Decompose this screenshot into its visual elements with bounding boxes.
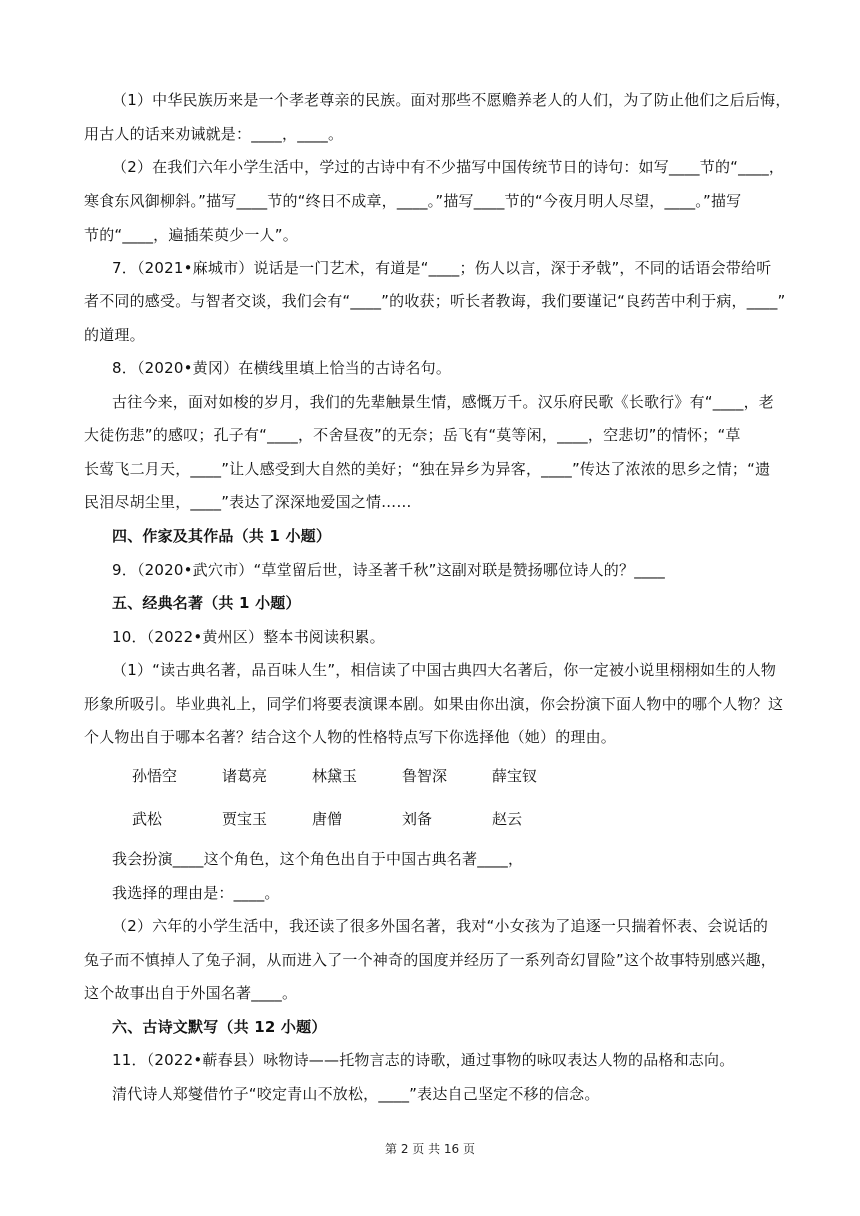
character-name: 鲁智深 <box>402 767 448 785</box>
q7-line3: 的道理。 <box>84 326 145 344</box>
q8-line1: 古往今来，面对如梭的岁月，我们的先辈触景生情，感慨万千。汉乐府民歌《长歌行》有“____，老 <box>112 393 774 411</box>
q6-part1-line1: （1）中华民族历来是一个孝老尊亲的民族。面对那些不愿赡养老人的人们，为了防止他们之后后悔， <box>112 91 791 109</box>
character-name: 唐僧 <box>312 810 343 828</box>
page-footer: 第 2 页 共 16 页 <box>385 1142 475 1156</box>
q10-answer-line2: 我选择的理由是：____。 <box>112 884 280 902</box>
q8-heading: 8．（2020•黄冈）在横线里填上恰当的古诗名句。 <box>112 359 452 377</box>
q10-part1-line1: （1）“读古典名著，品百味人生”，相信读了中国古典四大名著后，你一定被小说里栩栩如生的人物 <box>112 661 777 679</box>
q11-line1: 11．（2022•蕲春县）咏物诗——托物言志的诗歌，通过事物的咏叹表达人物的品格和志向。 <box>112 1051 735 1069</box>
q10-part2-line2: 兔子而不慎掉人了兔子洞，从而进入了一个神奇的国度并经历了一系列奇幻冒险”这个故事特别感兴趣， <box>84 951 776 969</box>
character-name: 赵云 <box>492 810 523 828</box>
section-5-heading: 五、经典名著（共 1 小题） <box>112 594 301 612</box>
character-name: 薛宝钗 <box>492 767 538 785</box>
q8-line4: 民泪尽胡尘里，____”表达了深深地爱国之情…… <box>84 493 412 511</box>
q11-line2: 清代诗人郑燮借竹子“咬定青山不放松，____”表达自己坚定不移的信念。 <box>112 1085 600 1103</box>
character-name: 孙悟空 <box>132 767 178 785</box>
character-name: 诸葛亮 <box>222 767 268 785</box>
q10-part2-line1: （2）六年的小学生活中，我还读了很多外国名著，我对“小女孩为了追逐一只揣着怀表、会说话的 <box>112 917 769 935</box>
q7-line1: 7．（2021•麻城市）说话是一门艺术，有道是“____；伤人以言，深于矛戟”，不同的话语会带给听 <box>112 259 772 277</box>
q9-line: 9．（2020•武穴市）“草堂留后世，诗圣著千秋”这副对联是赞扬哪位诗人的？____ <box>112 561 666 579</box>
section-4-heading: 四、作家及其作品（共 1 小题） <box>112 527 332 545</box>
q7-line2: 者不同的感受。与智者交谈，我们会有“____”的收获；听长者教诲，我们要谨记“良药苦中利于病，____” <box>84 292 786 310</box>
q10-answer-line1: 我会扮演____这个角色，这个角色出自于中国古典名著____， <box>112 850 524 868</box>
character-name: 武松 <box>132 810 163 828</box>
q6-part2-line1: （2）在我们六年小学生活中，学过的古诗中有不少描写中国传统节日的诗句：如写____节的“____， <box>112 158 785 176</box>
q10-part1-line3: 个人物出自于哪本名著？结合这个人物的性格特点写下你选择他（她）的理由。 <box>84 728 617 746</box>
character-name: 刘备 <box>402 810 433 828</box>
q10-heading: 10．（2022•黄州区）整本书阅读积累。 <box>112 628 385 646</box>
q8-line2: 大徒伤悲”的感叹；孔子有“____，不舍昼夜”的无奈；岳飞有“莫等闲，____，空悲切”的情怀；“草 <box>84 426 741 444</box>
q6-part2-line2: 寒食东风御柳斜。”描写____节的“终日不成章，____。”描写____节的“今夜月明人尽望，____。”描写 <box>84 192 742 210</box>
character-name: 林黛玉 <box>312 767 358 785</box>
q6-part1-line2: 用古人的话来劝诫就是：____，____。 <box>84 125 344 143</box>
character-name: 贾宝玉 <box>222 810 268 828</box>
section-6-heading: 六、古诗文默写（共 12 小题） <box>112 1018 327 1036</box>
q10-part2-line3: 这个故事出自于外国名著____。 <box>84 984 298 1002</box>
q10-part1-line2: 形象所吸引。毕业典礼上，同学们将要表演课本剧。如果由你出演，你会扮演下面人物中的哪个人物？这 <box>84 695 784 713</box>
q8-line3: 长莺飞二月天，____”让人感受到大自然的美好；“独在异乡为异客，____”传达了浓浓的思乡之情；“遗 <box>84 460 771 478</box>
q6-part2-line3: 节的“____，遍插茱萸少一人”。 <box>84 226 298 244</box>
